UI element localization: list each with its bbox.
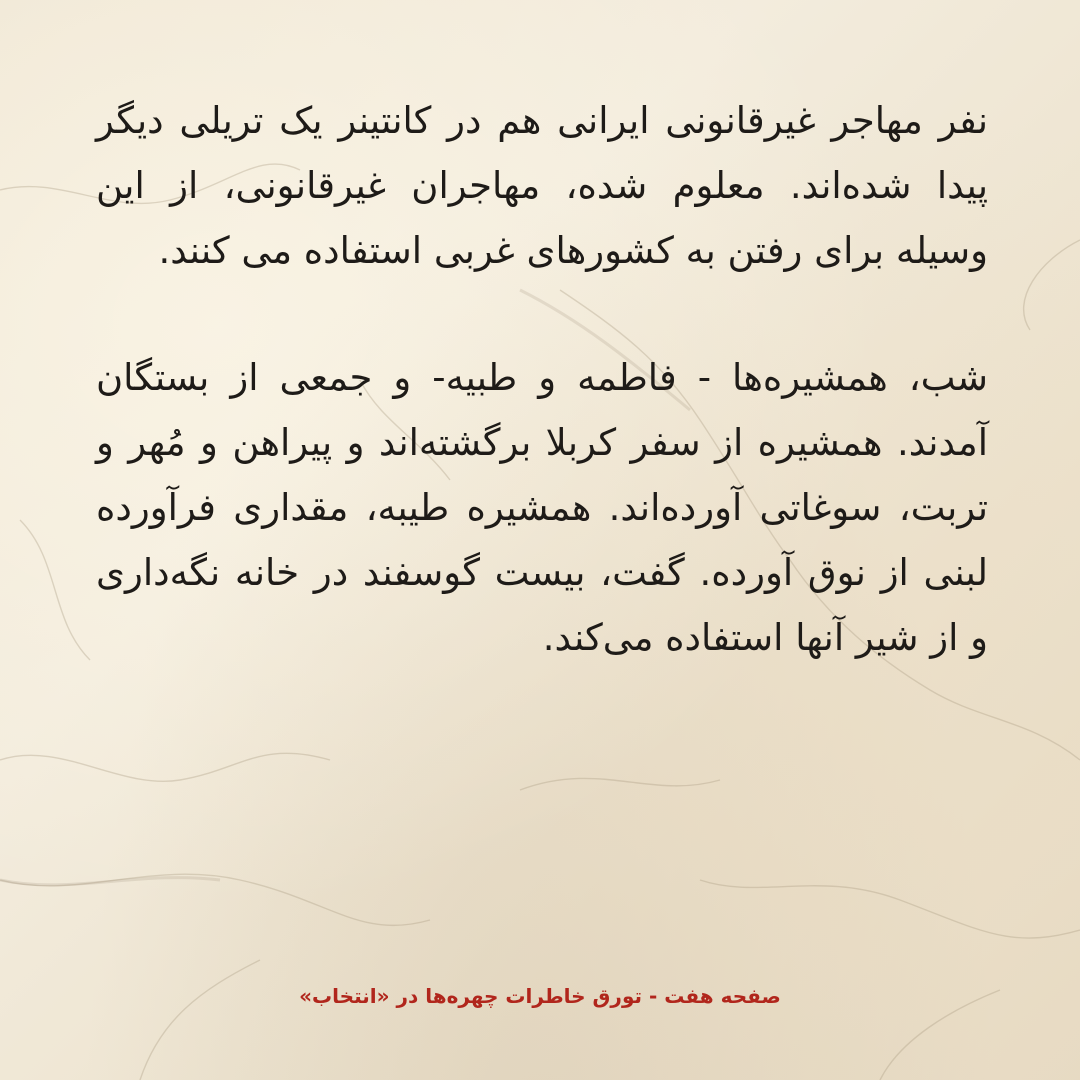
paragraph-2: شب، همشیره‌ها - فاطمه و طبیه- و جمعی از بستگان آمدند. همشیره از سفر کربلا برگشته‌اند و پیراهن و مُهر و تربت، سوغاتی آورده‌اند. همشیره طیبه، مقداری فرآورده لبنی از نوق آورده. گفت، بیست گوسفند در خانه نگه‌داری و از شیر آنها استفاده می‌کند. bbox=[96, 356, 988, 659]
body-text bbox=[96, 88, 988, 670]
paragraph-1: نفر مهاجر غیرقانونی ایرانی هم در کانتینر یک تریلی دیگر پیدا شده‌اند. معلوم شده، مهاجران غیرقانونی، از این وسیله برای رفتن به کشورهای غربی استفاده می کنند. bbox=[96, 99, 988, 272]
page-footer: صفحه هفت - تورق خاطرات چهره‌ها در «انتخاب» bbox=[299, 984, 781, 1008]
